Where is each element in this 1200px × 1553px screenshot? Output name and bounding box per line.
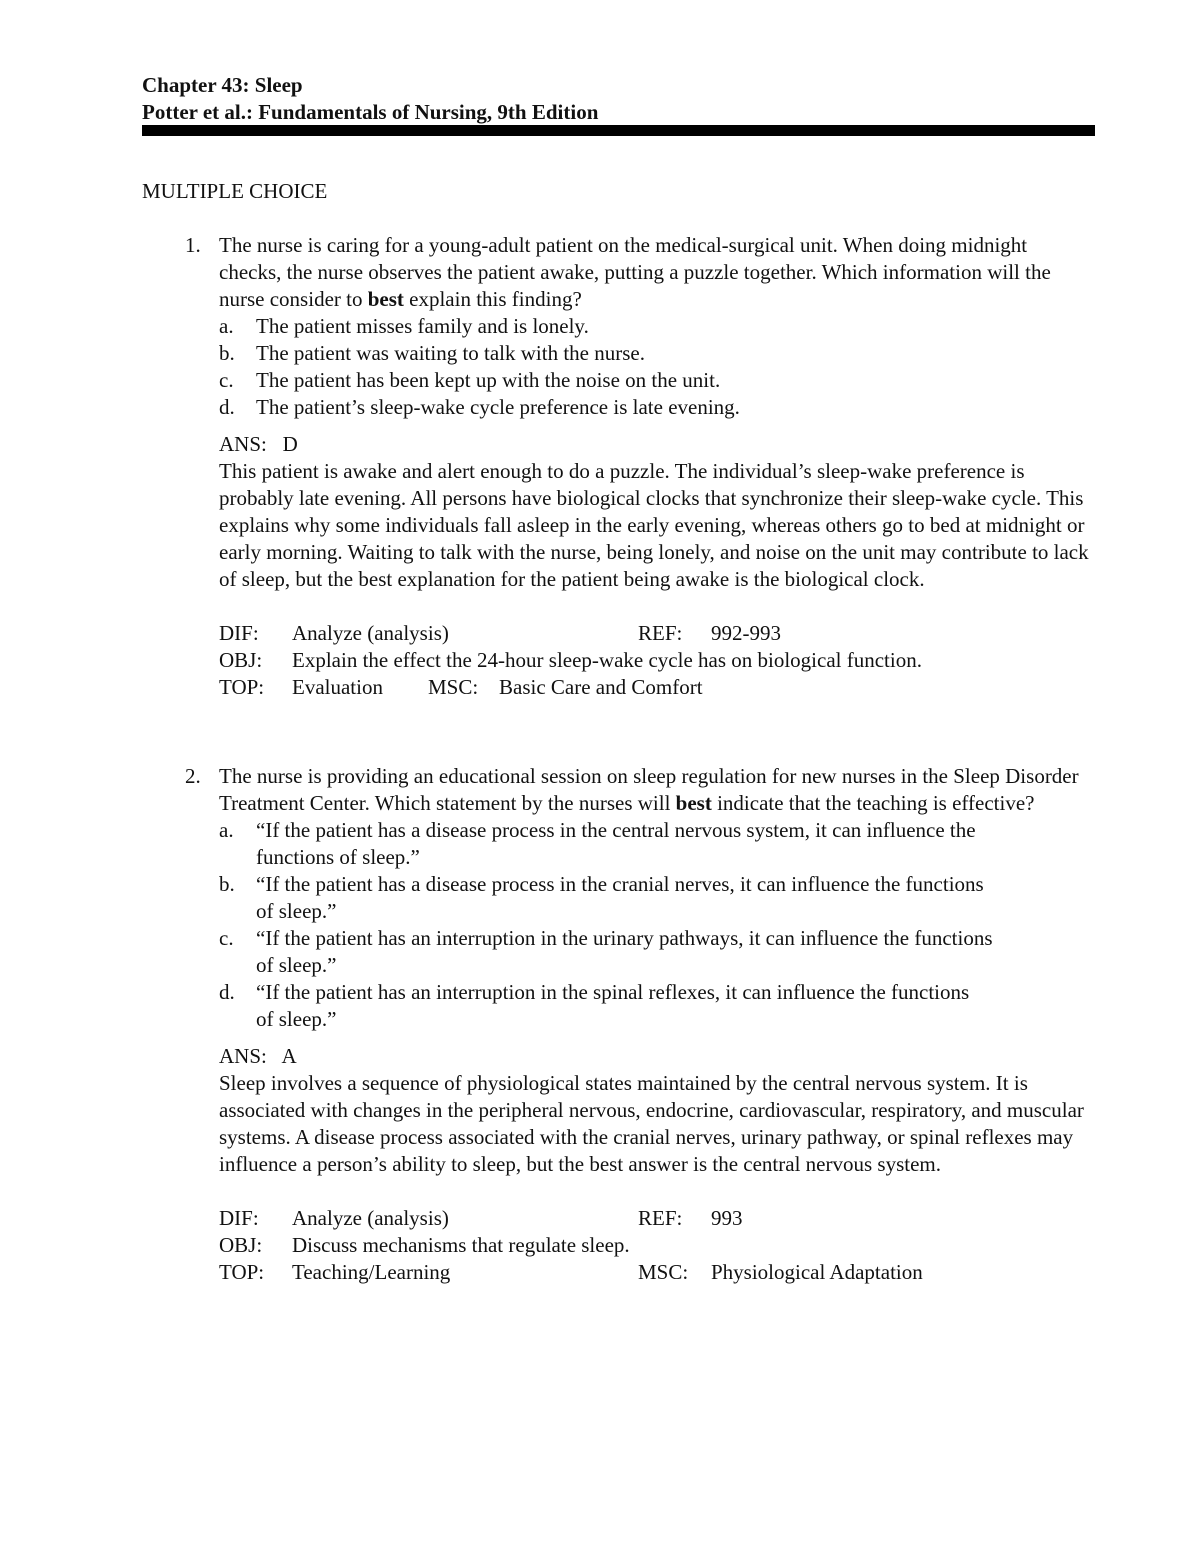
difficulty: Analyze (analysis) [292,621,449,645]
rationale: This patient is awake and alert enough to do a puzzle. The individual’s sleep-wake preference is probably late evening. All persons have biological clocks that synchronize their sleep-wake cycle. This explains why some individuals fall asleep in the early evening, whereas others go to bed at midnight or early morning. Waiting to talk with the nurse, being lonely, and noise on the unit may contribute to lack of sleep, but the best explanation for the patient being awake is the biological clock. [219,459,1089,591]
document-header [142,72,598,126]
question-stem: The nurse is caring for a young-adult patient on the medical-surgical unit. When doing midnight checks, the nurse observes the patient awake, putting a puzzle together. Which information will the nurse consider to best explain this finding? [219,233,1051,311]
difficulty: Analyze (analysis) [292,1206,449,1230]
answer-line: ANS: D [219,432,298,456]
option-d: d. The patient’s sleep-wake cycle preference is late evening. [219,395,740,419]
answer-value: A [281,1044,297,1068]
question-1 [142,232,1092,701]
question-stem: The nurse is providing an educational session on sleep regulation for new nurses in the Sleep Disorder Treatment Center. Which statement by the nurses will best indicate that the teaching is effective? [219,764,1079,815]
objective: Explain the effect the 24-hour sleep-wake cycle has on biological function. [292,648,922,672]
chapter-title: Chapter 43: Sleep [142,73,303,97]
option-a: a. “If the patient has a disease process in the central nervous system, it can influence the functions of sleep.” [219,818,976,869]
metadata-block: DIF: Analyze (analysis) REF: 993 OBJ: Discuss mechanisms that regulate sleep. TOP: Teaching/Learning MSC: Physiological Adaptation [219,1205,1092,1286]
topic: Teaching/Learning [292,1260,451,1284]
metadata-block: DIF: Analyze (analysis) REF: 992-993 OBJ: Explain the effect the 24-hour sleep-wake cycle has on biological function. TOP: Evaluation MSC: Basic Care and Comfort [219,620,1092,701]
option-d: d. “If the patient has an interruption in the spinal reflexes, it can influence the functions of sleep.” [219,980,970,1031]
header-rule [142,125,1095,136]
option-c: c. “If the patient has an interruption in the urinary pathways, it can influence the functions of sleep.” [219,926,993,977]
answer-line: ANS: A [219,1044,297,1068]
msc: Basic Care and Comfort [499,675,703,699]
options-list [219,313,1092,421]
reference: 993 [711,1206,743,1230]
option-b: b. The patient was waiting to talk with the nurse. [219,341,645,365]
objective: Discuss mechanisms that regulate sleep. [292,1233,630,1257]
answer-block [219,431,1092,593]
option-c: c. The patient has been kept up with the noise on the unit. [219,368,721,392]
answer-value: D [282,432,298,456]
answer-block [219,1043,1092,1178]
topic: Evaluation [292,675,383,699]
option-b: b. “If the patient has a disease process in the cranial nerves, it can influence the functions of sleep.” [219,872,984,923]
book-title: Potter et al.: Fundamentals of Nursing, 9th Edition [142,100,599,124]
rationale: Sleep involves a sequence of physiological states maintained by the central nervous system. It is associated with changes in the peripheral nervous, endocrine, cardiovascular, respiratory, and muscular systems. A disease process associated with the cranial nerves, urinary pathway, or spinal reflexes may influence a person’s ability to sleep, but the best answer is the central nervous system. [219,1071,1084,1176]
question-number: 1. [185,233,201,257]
question-2 [142,763,1092,1286]
reference: 992-993 [711,621,781,645]
section-title: MULTIPLE CHOICE [142,179,328,203]
question-number: 2. [185,764,201,788]
options-list [219,817,1092,1033]
option-a: a. The patient misses family and is lonely. [219,314,589,338]
msc: Physiological Adaptation [711,1260,923,1284]
